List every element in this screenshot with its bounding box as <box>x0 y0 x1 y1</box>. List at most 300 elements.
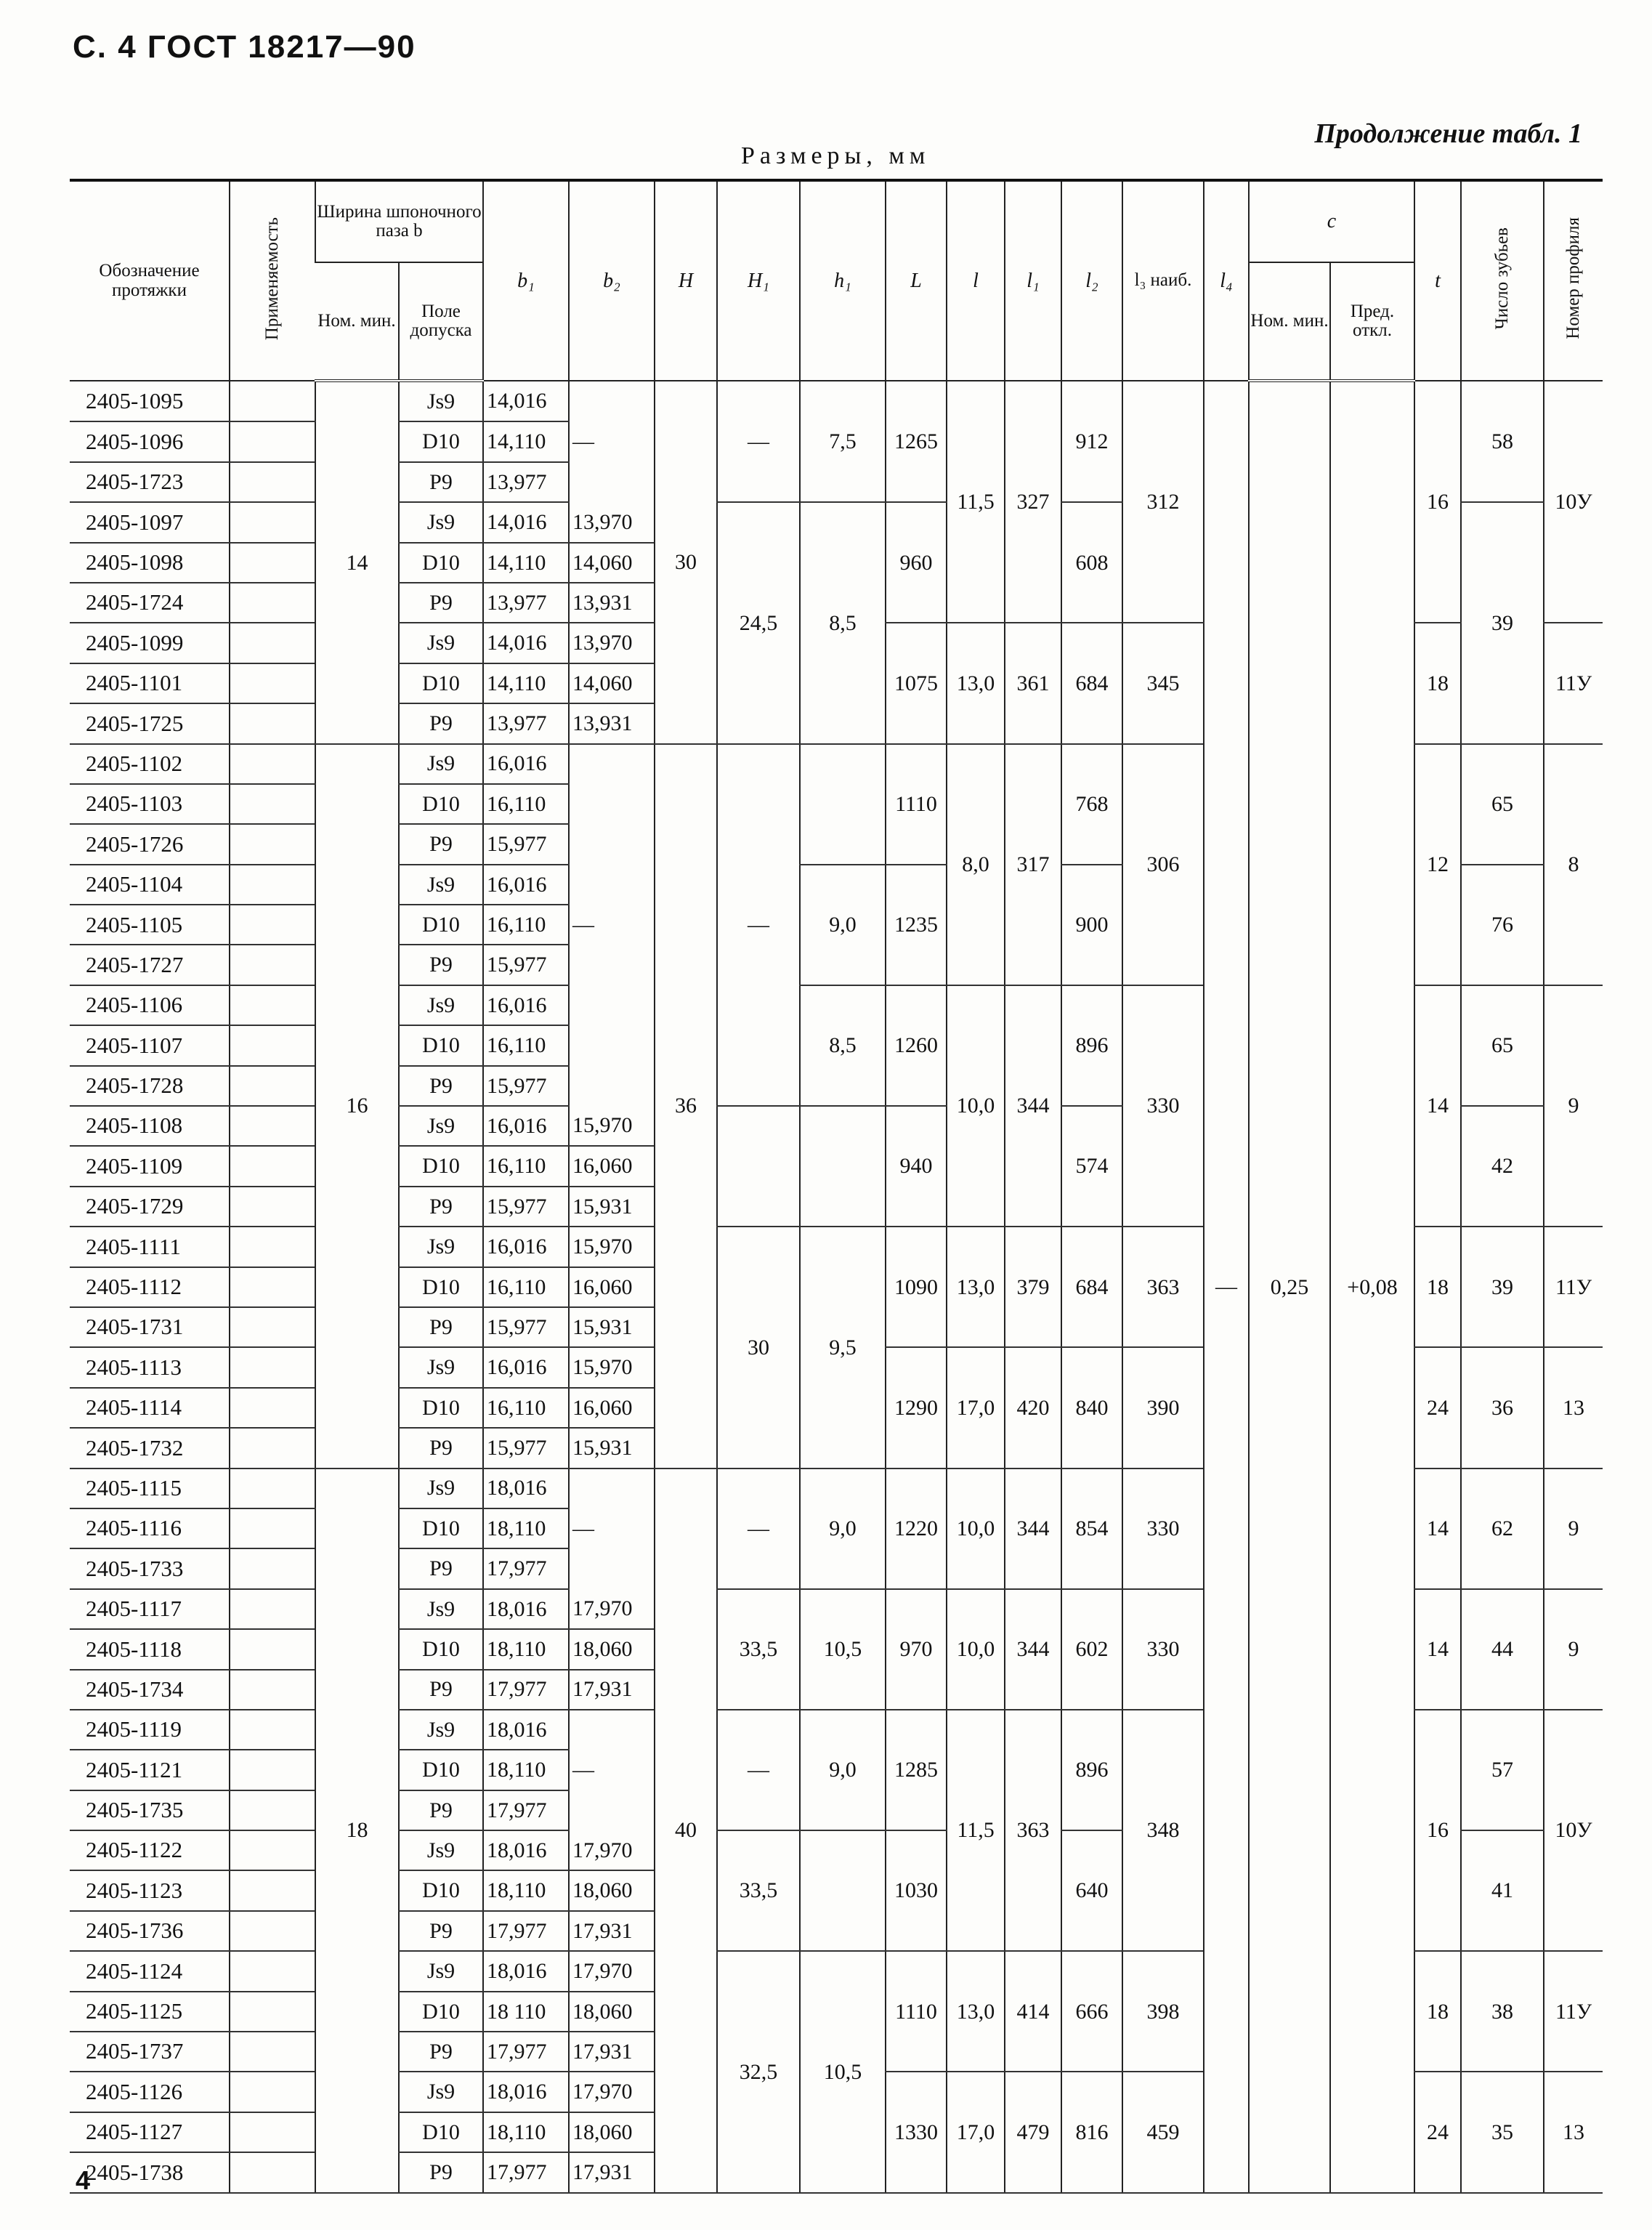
row-tolerance: D10 <box>399 1750 483 1790</box>
row-teeth: 36 <box>1461 1347 1544 1468</box>
row-applicability <box>230 1508 315 1548</box>
row-tolerance: Js9 <box>399 744 483 784</box>
row-b2: — <box>569 1508 655 1548</box>
row-tolerance: P9 <box>399 1187 483 1227</box>
row-tolerance: Js9 <box>399 865 483 905</box>
row-b2: 17,931 <box>569 2152 655 2192</box>
row-applicability <box>230 1187 315 1227</box>
col-c: c <box>1249 180 1414 262</box>
row-b1: 14,016 <box>483 623 569 663</box>
row-profile: 9 <box>1544 1469 1603 1589</box>
row-tolerance: D10 <box>399 1388 483 1428</box>
row-b2 <box>569 985 655 1025</box>
row-applicability <box>230 2112 315 2152</box>
row-profile: 13 <box>1544 2072 1603 2192</box>
row-b1: 18,110 <box>483 1508 569 1548</box>
row-l2: 602 <box>1061 1589 1122 1710</box>
row-L: 1330 <box>886 2072 947 2192</box>
row-l: 10,0 <box>947 1469 1005 1589</box>
row-applicability <box>230 623 315 663</box>
row-tolerance: P9 <box>399 1790 483 1830</box>
row-b1: 14,016 <box>483 502 569 542</box>
row-H: 36 <box>655 744 717 1469</box>
row-designation: 2405-1127 <box>70 2112 230 2152</box>
row-profile: 11У <box>1544 623 1603 743</box>
col-l1: l₁ <box>1005 180 1061 381</box>
row-b2: 15,970 <box>569 1227 655 1267</box>
row-l: 17,0 <box>947 2072 1005 2192</box>
row-H1: 24,5 <box>717 502 800 743</box>
row-l2: 900 <box>1061 865 1122 985</box>
row-b1: 16,110 <box>483 905 569 945</box>
row-l2: 640 <box>1061 1830 1122 1951</box>
row-applicability <box>230 1267 315 1307</box>
row-b2: 18,060 <box>569 1629 655 1669</box>
row-profile: 10У <box>1544 381 1603 623</box>
row-L: 960 <box>886 502 947 623</box>
row-b1: 18,016 <box>483 1951 569 1991</box>
row-profile: 9 <box>1544 1589 1603 1710</box>
row-b1: 13,977 <box>483 583 569 623</box>
row-L: 940 <box>886 1106 947 1227</box>
row-l2: 896 <box>1061 985 1122 1106</box>
row-t: 14 <box>1414 1589 1461 1710</box>
row-l: 11,5 <box>947 381 1005 623</box>
row-l1: 479 <box>1005 2072 1061 2192</box>
col-H: H <box>655 180 717 381</box>
row-applicability <box>230 2032 315 2072</box>
row-b2 <box>569 1790 655 1830</box>
row-b2 <box>569 1025 655 1065</box>
row-b1: 17,977 <box>483 1911 569 1951</box>
row-L: 1290 <box>886 1347 947 1468</box>
table-row <box>70 381 1603 421</box>
row-H1: — <box>717 1710 800 1830</box>
row-applicability <box>230 1347 315 1387</box>
row-t: 12 <box>1414 744 1461 985</box>
row-h1 <box>800 744 886 865</box>
row-L: 1260 <box>886 985 947 1106</box>
row-l2: 666 <box>1061 1951 1122 2072</box>
row-designation: 2405-1735 <box>70 1790 230 1830</box>
row-b1: 16,110 <box>483 1146 569 1186</box>
row-h1: 9,0 <box>800 865 886 985</box>
row-designation: 2405-1098 <box>70 543 230 583</box>
row-profile: 11У <box>1544 1227 1603 1347</box>
row-h1: 10,5 <box>800 1951 886 2192</box>
col-c-dev: Пред. откл. <box>1330 262 1414 381</box>
row-tolerance: Js9 <box>399 1469 483 1508</box>
row-teeth: 62 <box>1461 1469 1544 1589</box>
row-applicability <box>230 744 315 784</box>
row-applicability <box>230 1025 315 1065</box>
row-b2: 18,060 <box>569 1992 655 2032</box>
row-b2: 17,970 <box>569 1951 655 1991</box>
row-applicability <box>230 905 315 945</box>
row-applicability <box>230 1066 315 1106</box>
row-teeth: 44 <box>1461 1589 1544 1710</box>
row-teeth: 58 <box>1461 381 1544 502</box>
row-l3: 459 <box>1122 2072 1204 2192</box>
row-nom: 18 <box>315 1469 399 2193</box>
col-tolerance: Поле допуска <box>399 262 483 381</box>
row-designation: 2405-1126 <box>70 2072 230 2112</box>
row-L: 1220 <box>886 1469 947 1589</box>
row-designation: 2405-1102 <box>70 744 230 784</box>
row-t: 24 <box>1414 2072 1461 2192</box>
row-b1: 18 110 <box>483 1992 569 2032</box>
row-l2: 840 <box>1061 1347 1122 1468</box>
row-applicability <box>230 1388 315 1428</box>
row-b1: 14,110 <box>483 663 569 703</box>
row-teeth: 57 <box>1461 1710 1544 1830</box>
row-L: 1075 <box>886 623 947 743</box>
row-L: 1110 <box>886 1951 947 2072</box>
row-l3: 398 <box>1122 1951 1204 2072</box>
row-H1: 33,5 <box>717 1589 800 1710</box>
row-h1: 10,5 <box>800 1589 886 1710</box>
row-b1: 18,110 <box>483 2112 569 2152</box>
row-L: 1090 <box>886 1227 947 1347</box>
row-b2: 18,060 <box>569 2112 655 2152</box>
row-H: 30 <box>655 381 717 744</box>
row-applicability <box>230 1992 315 2032</box>
row-designation: 2405-1734 <box>70 1670 230 1710</box>
row-b1: 18,016 <box>483 1589 569 1629</box>
row-b1: 15,977 <box>483 1428 569 1468</box>
row-applicability <box>230 543 315 583</box>
row-applicability <box>230 1428 315 1468</box>
row-b2: 17,970 <box>569 1589 655 1629</box>
row-b1: 16,016 <box>483 1227 569 1267</box>
row-teeth: 39 <box>1461 1227 1544 1347</box>
row-applicability <box>230 703 315 743</box>
row-l1: 327 <box>1005 381 1061 623</box>
row-l1: 361 <box>1005 623 1061 743</box>
row-tolerance: D10 <box>399 421 483 461</box>
row-nom: 14 <box>315 381 399 744</box>
broach-dimensions-table <box>70 179 1603 2194</box>
row-t: 24 <box>1414 1347 1461 1468</box>
row-H1: — <box>717 1469 800 1589</box>
page-number: 4 <box>76 2165 91 2195</box>
row-b2: 16,060 <box>569 1388 655 1428</box>
col-l2: l₂ <box>1061 180 1122 381</box>
row-applicability <box>230 865 315 905</box>
col-H1: H₁ <box>717 180 800 381</box>
row-tolerance: P9 <box>399 583 483 623</box>
row-b1: 17,977 <box>483 1790 569 1830</box>
table-continuation-label: Продолжение табл. 1 <box>1314 118 1582 149</box>
row-tolerance: D10 <box>399 543 483 583</box>
row-L: 1110 <box>886 744 947 865</box>
row-L: 970 <box>886 1589 947 1710</box>
row-applicability <box>230 1710 315 1750</box>
row-applicability <box>230 824 315 864</box>
row-b2: 13,970 <box>569 623 655 663</box>
row-b1: 17,977 <box>483 1670 569 1710</box>
row-tolerance: P9 <box>399 945 483 985</box>
row-b1: 16,110 <box>483 1267 569 1307</box>
row-b2 <box>569 1066 655 1106</box>
row-tolerance: D10 <box>399 1992 483 2032</box>
row-designation: 2405-1726 <box>70 824 230 864</box>
row-teeth: 42 <box>1461 1106 1544 1227</box>
row-h1: 8,5 <box>800 502 886 743</box>
row-b2: 13,931 <box>569 703 655 743</box>
row-l1: 344 <box>1005 985 1061 1227</box>
row-applicability <box>230 502 315 542</box>
row-b2: 13,931 <box>569 583 655 623</box>
row-h1: 8,5 <box>800 985 886 1106</box>
row-b2: 13,970 <box>569 502 655 542</box>
row-b2: 14,060 <box>569 543 655 583</box>
row-b2: 15,970 <box>569 1347 655 1387</box>
col-L: L <box>886 180 947 381</box>
row-l1: 379 <box>1005 1227 1061 1347</box>
dimensions-caption: Размеры, мм <box>741 142 931 169</box>
row-H1: 30 <box>717 1227 800 1468</box>
row-l3: 330 <box>1122 1589 1204 1710</box>
table-body <box>70 381 1603 2193</box>
row-tolerance: Js9 <box>399 1347 483 1387</box>
row-b1: 18,016 <box>483 1830 569 1870</box>
row-tolerance: P9 <box>399 1548 483 1588</box>
row-h1: 9,0 <box>800 1710 886 1830</box>
row-h1 <box>800 1830 886 1951</box>
row-designation: 2405-1106 <box>70 985 230 1025</box>
row-h1 <box>800 1106 886 1227</box>
row-tolerance: P9 <box>399 1066 483 1106</box>
row-b2: 15,970 <box>569 1106 655 1146</box>
row-tolerance: Js9 <box>399 502 483 542</box>
row-designation: 2405-1114 <box>70 1388 230 1428</box>
row-applicability <box>230 1146 315 1186</box>
row-b2 <box>569 462 655 502</box>
row-h1: 9,0 <box>800 1469 886 1589</box>
row-tolerance: Js9 <box>399 1589 483 1629</box>
row-designation: 2405-1115 <box>70 1469 230 1508</box>
row-tolerance: P9 <box>399 824 483 864</box>
row-b2: 17,970 <box>569 2072 655 2112</box>
row-l2: 608 <box>1061 502 1122 623</box>
row-tolerance: P9 <box>399 2032 483 2072</box>
row-l2: 854 <box>1061 1469 1122 1589</box>
row-b1: 16,016 <box>483 744 569 784</box>
row-applicability <box>230 583 315 623</box>
row-designation: 2405-1113 <box>70 1347 230 1387</box>
row-designation: 2405-1732 <box>70 1428 230 1468</box>
row-designation: 2405-1116 <box>70 1508 230 1548</box>
row-designation: 2405-1736 <box>70 1911 230 1951</box>
row-b1: 16,016 <box>483 985 569 1025</box>
row-teeth: 65 <box>1461 744 1544 865</box>
row-t: 14 <box>1414 985 1461 1227</box>
row-applicability <box>230 2152 315 2192</box>
row-b1: 15,977 <box>483 1307 569 1347</box>
row-designation: 2405-1119 <box>70 1710 230 1750</box>
row-l: 10,0 <box>947 1589 1005 1710</box>
row-b2 <box>569 945 655 985</box>
row-tolerance: Js9 <box>399 1951 483 1991</box>
row-designation: 2405-1112 <box>70 1267 230 1307</box>
row-b1: 17,977 <box>483 2152 569 2192</box>
row-b1: 18,110 <box>483 1870 569 1910</box>
row-b2: 16,060 <box>569 1267 655 1307</box>
row-H1: 32,5 <box>717 1951 800 2192</box>
row-tolerance: P9 <box>399 1670 483 1710</box>
row-tolerance: D10 <box>399 663 483 703</box>
row-l1: 344 <box>1005 1469 1061 1589</box>
row-b2 <box>569 865 655 905</box>
row-applicability <box>230 1307 315 1347</box>
col-b1: b₁ <box>483 180 569 381</box>
row-b2 <box>569 1548 655 1588</box>
row-L: 1265 <box>886 381 947 502</box>
row-tolerance: Js9 <box>399 1106 483 1146</box>
row-designation: 2405-1737 <box>70 2032 230 2072</box>
row-designation: 2405-1105 <box>70 905 230 945</box>
row-nom: 16 <box>315 744 399 1469</box>
row-l: 11,5 <box>947 1710 1005 1951</box>
row-designation: 2405-1104 <box>70 865 230 905</box>
row-b1: 16,016 <box>483 865 569 905</box>
page-header: С. 4 ГОСТ 18217—90 <box>73 29 416 65</box>
row-l1: 414 <box>1005 1951 1061 2072</box>
row-l: 13,0 <box>947 1951 1005 2072</box>
row-b1: 17,977 <box>483 1548 569 1588</box>
row-designation: 2405-1125 <box>70 1992 230 2032</box>
row-applicability <box>230 1670 315 1710</box>
row-l3: 345 <box>1122 623 1204 743</box>
col-l: l <box>947 180 1005 381</box>
row-designation: 2405-1733 <box>70 1548 230 1588</box>
row-b1: 15,977 <box>483 1187 569 1227</box>
row-tolerance: D10 <box>399 1508 483 1548</box>
row-l: 10,0 <box>947 985 1005 1227</box>
row-tolerance: D10 <box>399 905 483 945</box>
row-b2 <box>569 744 655 784</box>
row-tolerance: D10 <box>399 1629 483 1669</box>
col-l4: l₄ <box>1204 180 1249 381</box>
row-tolerance: Js9 <box>399 1830 483 1870</box>
row-applicability <box>230 1227 315 1267</box>
col-b2: b₂ <box>569 180 655 381</box>
row-l: 13,0 <box>947 1227 1005 1347</box>
row-l1: 344 <box>1005 1589 1061 1710</box>
row-tolerance: P9 <box>399 462 483 502</box>
row-tolerance: P9 <box>399 2152 483 2192</box>
row-designation: 2405-1107 <box>70 1025 230 1065</box>
row-l: 13,0 <box>947 623 1005 743</box>
row-applicability <box>230 663 315 703</box>
row-tolerance: Js9 <box>399 2072 483 2112</box>
row-b2: 14,060 <box>569 663 655 703</box>
row-l1: 317 <box>1005 744 1061 985</box>
row-c-nom: 0,25 <box>1249 381 1330 2193</box>
row-designation: 2405-1121 <box>70 1750 230 1790</box>
row-t: 18 <box>1414 623 1461 743</box>
row-L: 1285 <box>886 1710 947 1830</box>
row-designation: 2405-1097 <box>70 502 230 542</box>
row-teeth: 38 <box>1461 1951 1544 2072</box>
row-tolerance: P9 <box>399 703 483 743</box>
row-b1: 17,977 <box>483 2032 569 2072</box>
row-b1: 16,016 <box>483 1347 569 1387</box>
row-tolerance: Js9 <box>399 1227 483 1267</box>
row-l1: 363 <box>1005 1710 1061 1951</box>
row-b1: 14,016 <box>483 381 569 421</box>
row-tolerance: P9 <box>399 1911 483 1951</box>
row-designation: 2405-1101 <box>70 663 230 703</box>
row-applicability <box>230 1830 315 1870</box>
row-b2: 15,931 <box>569 1307 655 1347</box>
row-l3: 306 <box>1122 744 1204 985</box>
row-l2: 816 <box>1061 2072 1122 2192</box>
row-l4: — <box>1204 381 1249 2193</box>
row-tolerance: D10 <box>399 2112 483 2152</box>
row-l2: 574 <box>1061 1106 1122 1227</box>
row-applicability <box>230 1469 315 1508</box>
row-tolerance: D10 <box>399 1267 483 1307</box>
row-designation: 2405-1728 <box>70 1066 230 1106</box>
row-tolerance: Js9 <box>399 623 483 663</box>
col-l3: l₃ наиб. <box>1122 180 1204 381</box>
row-applicability <box>230 462 315 502</box>
row-b1: 18,016 <box>483 2072 569 2112</box>
col-t: t <box>1414 180 1461 381</box>
row-b1: 16,110 <box>483 784 569 824</box>
row-tolerance: Js9 <box>399 985 483 1025</box>
row-H: 40 <box>655 1469 717 2193</box>
row-t: 18 <box>1414 1227 1461 1347</box>
row-h1: 9,5 <box>800 1227 886 1468</box>
row-H1 <box>717 1106 800 1227</box>
row-profile: 11У <box>1544 1951 1603 2072</box>
row-l3: 363 <box>1122 1227 1204 1347</box>
row-designation: 2405-1731 <box>70 1307 230 1347</box>
row-tolerance: Js9 <box>399 381 483 421</box>
row-b2: 16,060 <box>569 1146 655 1186</box>
row-b2: 17,931 <box>569 1670 655 1710</box>
row-designation: 2405-1724 <box>70 583 230 623</box>
row-teeth: 39 <box>1461 502 1544 743</box>
row-b1: 14,110 <box>483 543 569 583</box>
row-t: 18 <box>1414 1951 1461 2072</box>
row-b2: — <box>569 1750 655 1790</box>
row-applicability <box>230 985 315 1025</box>
row-t: 16 <box>1414 1710 1461 1951</box>
col-c-nom: Ном. мин. <box>1249 262 1330 381</box>
row-b2 <box>569 824 655 864</box>
row-l2: 684 <box>1061 1227 1122 1347</box>
col-h1: h₁ <box>800 180 886 381</box>
row-designation: 2405-1108 <box>70 1106 230 1146</box>
col-designation: Обозначение протяжки <box>70 180 230 381</box>
row-designation: 2405-1122 <box>70 1830 230 1870</box>
row-l2: 684 <box>1061 623 1122 743</box>
row-profile: 8 <box>1544 744 1603 985</box>
row-designation: 2405-1099 <box>70 623 230 663</box>
row-applicability <box>230 1911 315 1951</box>
row-b1: 13,977 <box>483 703 569 743</box>
row-teeth: 65 <box>1461 985 1544 1106</box>
row-H1: — <box>717 744 800 1107</box>
row-b1: 13,977 <box>483 462 569 502</box>
row-L: 1030 <box>886 1830 947 1951</box>
row-l3: 312 <box>1122 381 1204 623</box>
row-L: 1235 <box>886 865 947 985</box>
